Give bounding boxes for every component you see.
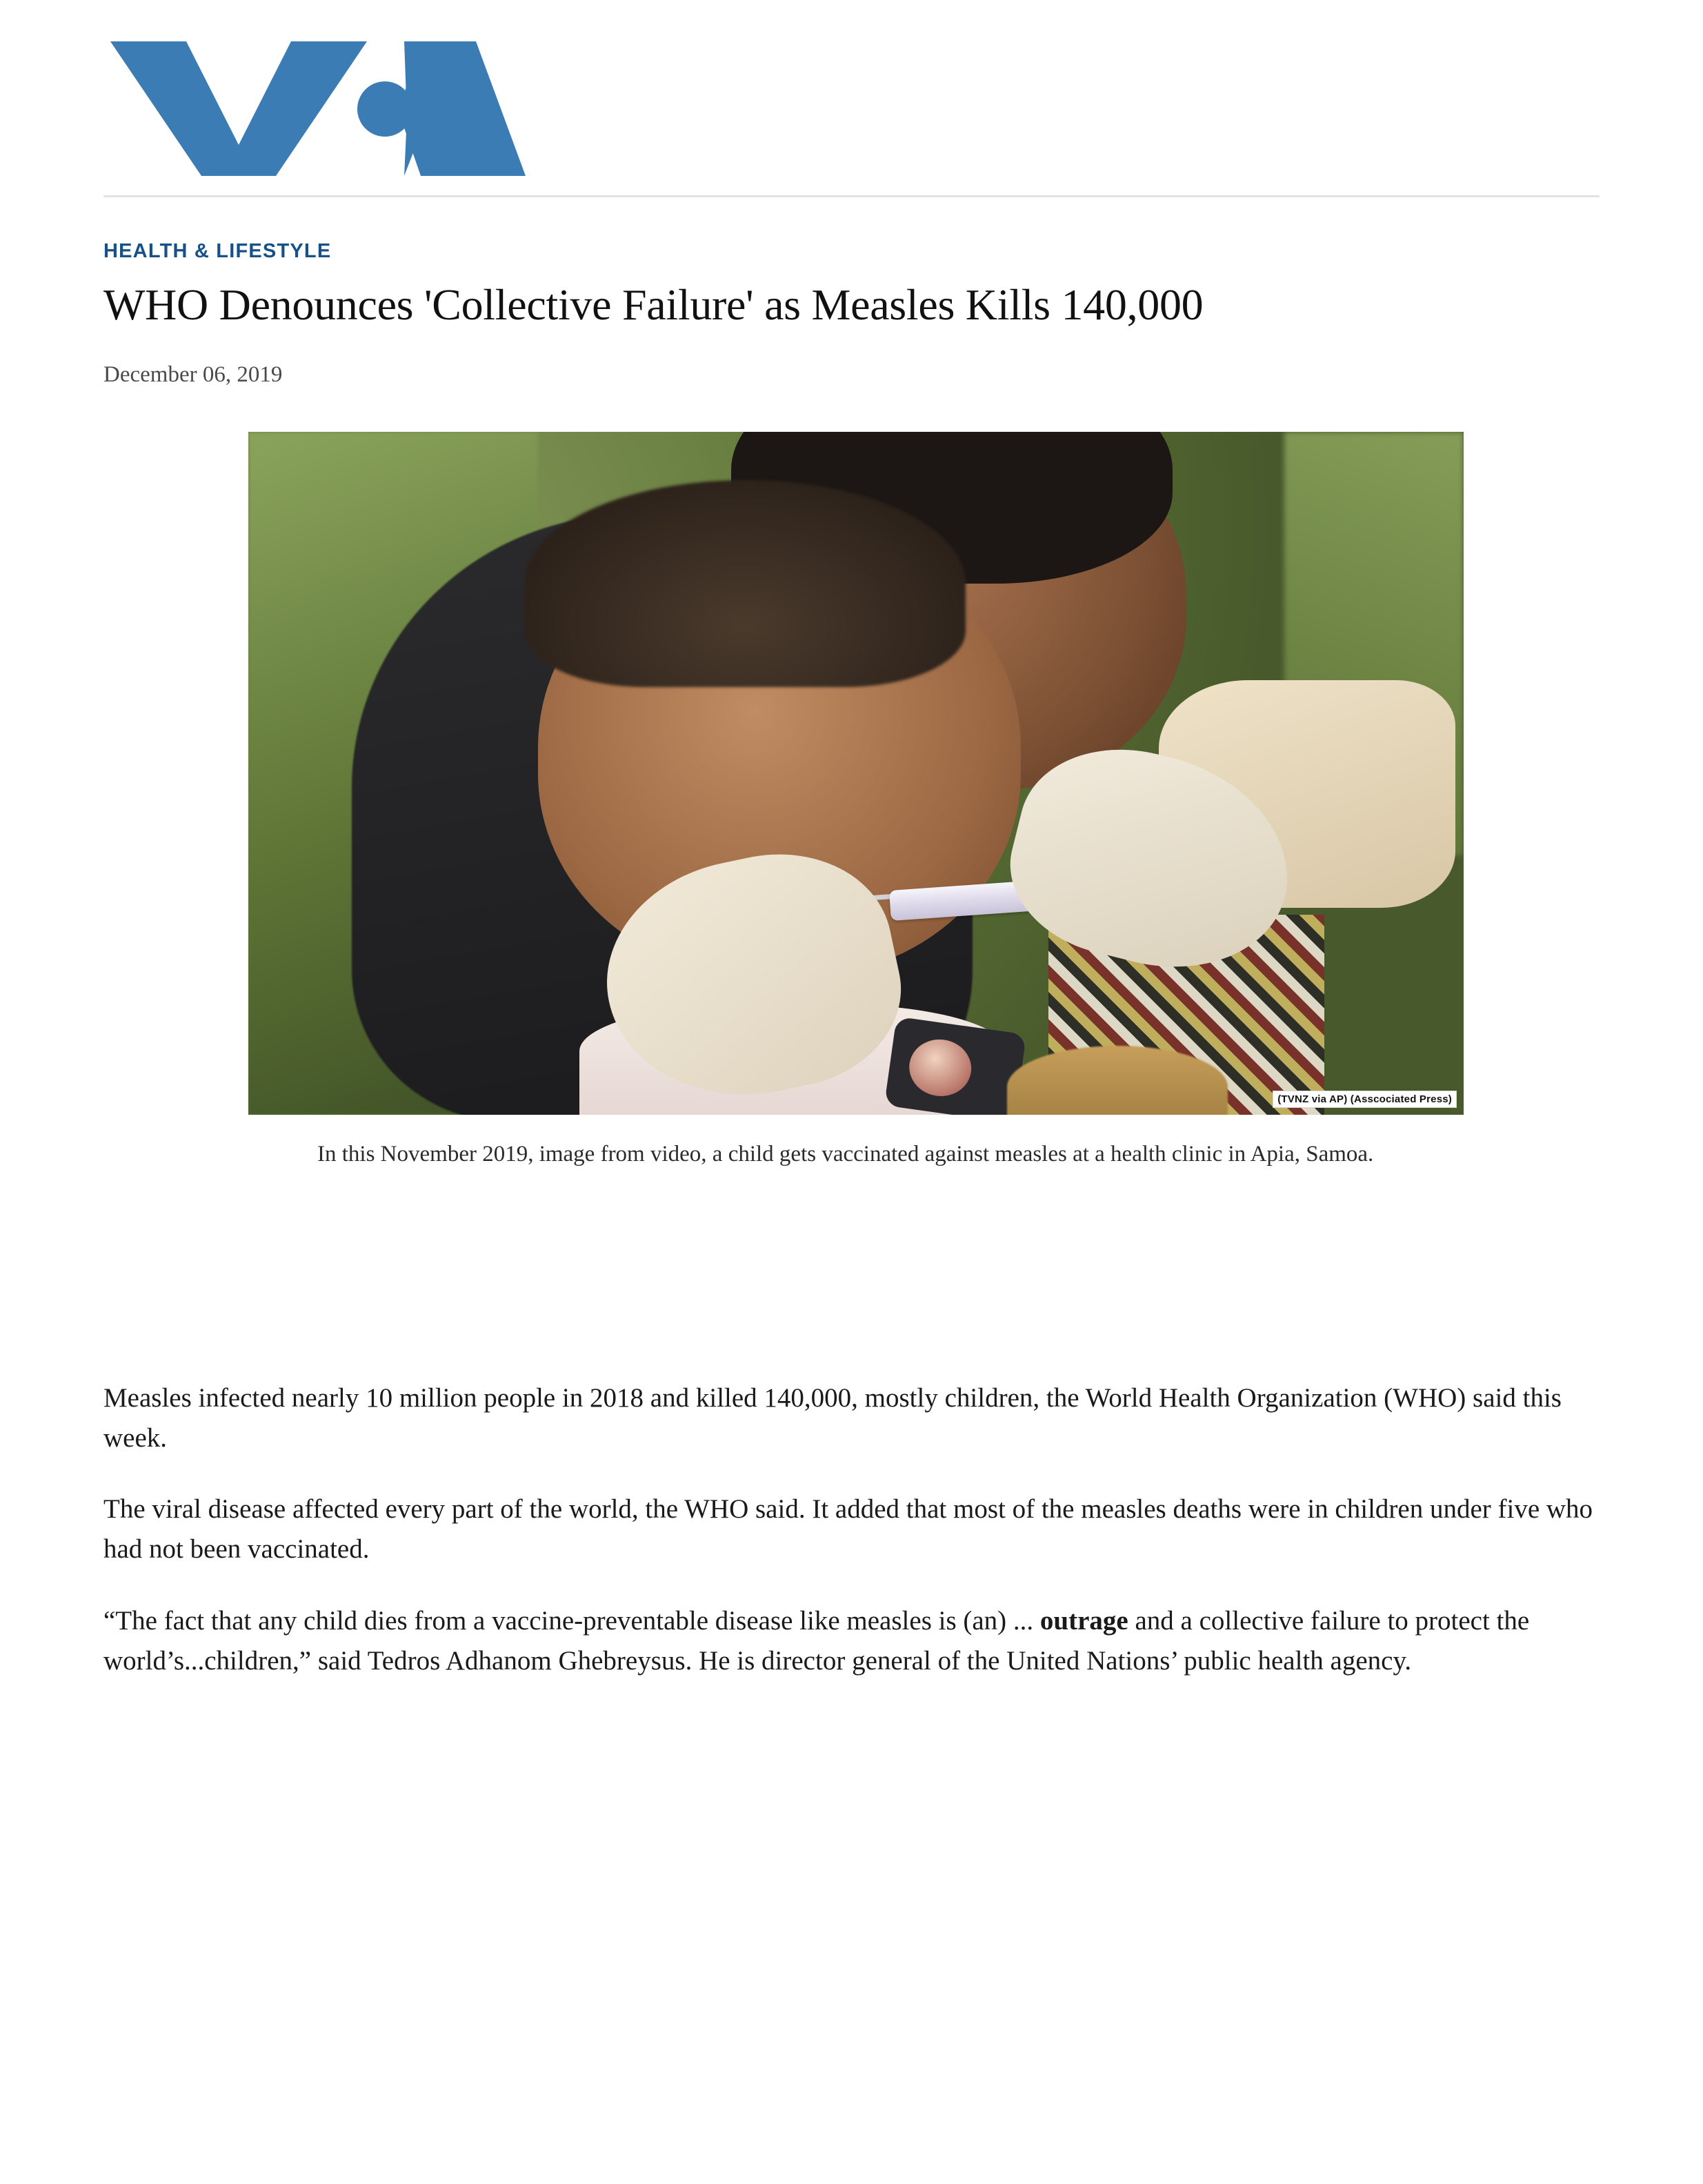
article-body	[103, 1378, 1600, 1680]
photo-caption: In this November 2019, image from video, a child gets vaccinated against measles at a health clinic in Apia, Samoa.	[317, 1142, 1374, 1167]
photo-wristwatch	[884, 1016, 1026, 1115]
paragraph-text: The viral disease affected every part of the world, the WHO said. It added that most of the measles deaths were in children under five who had not been vaccinated.	[103, 1494, 1593, 1565]
voa-logo[interactable]	[103, 34, 531, 183]
article-date: December 06, 2019	[103, 362, 283, 388]
article-paragraph	[103, 1378, 1600, 1458]
photo-watch-face	[906, 1035, 975, 1100]
paragraph-text: Measles infected nearly 10 million people in 2018 and killed 140,000, mostly children, the World Health Organization (WHO) said this week.	[103, 1382, 1562, 1453]
article-paragraph	[103, 1489, 1600, 1569]
article-section-kicker[interactable]: HEALTH & LIFESTYLE	[103, 240, 332, 262]
site-masthead	[103, 28, 1600, 197]
paragraph-text: “The fact that any child dies from a vaccine-preventable disease like measles is (an) ...	[103, 1605, 1040, 1636]
article-figure	[103, 432, 1600, 1171]
glossary-term[interactable]: outrage	[1039, 1605, 1128, 1636]
photo-child-hair	[524, 480, 966, 687]
paragraph-text: and a collective failure to protect the world’s...children,” said Tedros Adhanom Ghebreysus. He is director general of the United Nations’ public health agency.	[103, 1605, 1530, 1676]
page-title: WHO Denounces 'Collective Failure' as Measles Kills 140,000	[103, 280, 1204, 329]
photo-credit: (TVNZ via AP) (Asscociated Press)	[1273, 1091, 1457, 1108]
article-photo	[248, 432, 1464, 1115]
article-paragraph	[103, 1601, 1600, 1680]
